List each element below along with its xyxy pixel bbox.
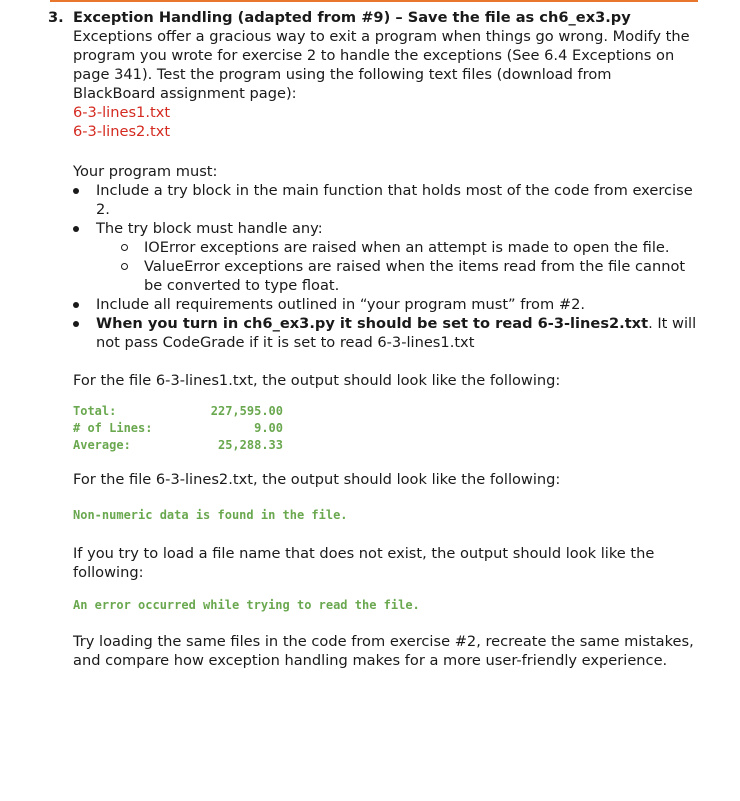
bullet-icon (73, 188, 79, 194)
requirements-list (48, 181, 698, 352)
circle-bullet-icon (121, 244, 128, 251)
bullet-icon (73, 226, 79, 232)
list-item (96, 257, 698, 295)
list-item (48, 181, 698, 219)
exceptions-sublist (96, 238, 698, 295)
output2-sample: Non-numeric data is found in the file. (73, 508, 348, 522)
output-value: 9.00 (254, 421, 283, 435)
bullet-icon (73, 321, 79, 327)
output3-sample: An error occurred while trying to read the file. (73, 598, 420, 612)
output-label: Total: (73, 404, 117, 418)
intro-paragraph: Exceptions offer a gracious way to exit a program when things go wrong. Modify the program you wrote for exercise 2 to handle the exceptions (See 6.4 Exceptions on page 341). Test the program using the following text files (download from BlackBoard assignment page): (73, 28, 690, 102)
exercise-heading (48, 8, 698, 27)
list-item (96, 238, 698, 257)
file-list (73, 103, 698, 141)
table-row (73, 403, 283, 420)
requirement-text: The try block must handle any: (96, 220, 323, 237)
table-row (73, 420, 283, 437)
requirement-text-bold: When you turn in ch6_ex3.py it should be set to read 6-3-lines2.txt (96, 315, 649, 332)
sub-requirement-text: ValueError exceptions are raised when the items read from the file cannot be converted to type float. (144, 258, 686, 294)
requirements-intro: Your program must: (73, 163, 218, 180)
output-value: 227,595.00 (210, 404, 283, 418)
output2-intro: For the file 6-3-lines2.txt, the output should look like the following: (73, 471, 561, 488)
table-row (73, 437, 283, 454)
list-item (48, 219, 698, 295)
bullet-icon (73, 302, 79, 308)
output-value: 25,288.33 (217, 438, 283, 452)
output-label: # of Lines: (73, 421, 153, 435)
exercise-number: 3. (48, 9, 64, 26)
output1-intro: For the file 6-3-lines1.txt, the output should look like the following: (73, 372, 561, 389)
exercise-title: Exception Handling (adapted from #9) – Save the file as ch6_ex3.py (73, 9, 631, 26)
requirement-text: Include all requirements outlined in “your program must” from #2. (96, 296, 585, 313)
output1-sample (73, 403, 283, 454)
requirement-text: Include a try block in the main function that holds most of the code from exercise 2. (96, 182, 693, 218)
sub-requirement-text: IOError exceptions are raised when an attempt is made to open the file. (144, 239, 670, 256)
closing-paragraph: Try loading the same files in the code from exercise #2, recreate the same mistakes, and compare how exception handling makes for a more user-friendly experience. (73, 633, 694, 669)
circle-bullet-icon (121, 263, 128, 270)
output3-intro: If you try to load a file name that does not exist, the output should look like the following: (73, 545, 655, 581)
requirement-text: . It will not pass CodeGrade if it is set to read 6-3-lines1.txt (96, 315, 697, 351)
output-label: Average: (73, 438, 131, 452)
list-item (48, 314, 698, 352)
list-item (48, 295, 698, 314)
document (48, 8, 698, 670)
file-link-lines2[interactable]: 6-3-lines2.txt (73, 123, 171, 140)
top-rule (50, 0, 698, 2)
file-link-lines1[interactable]: 6-3-lines1.txt (73, 104, 171, 121)
